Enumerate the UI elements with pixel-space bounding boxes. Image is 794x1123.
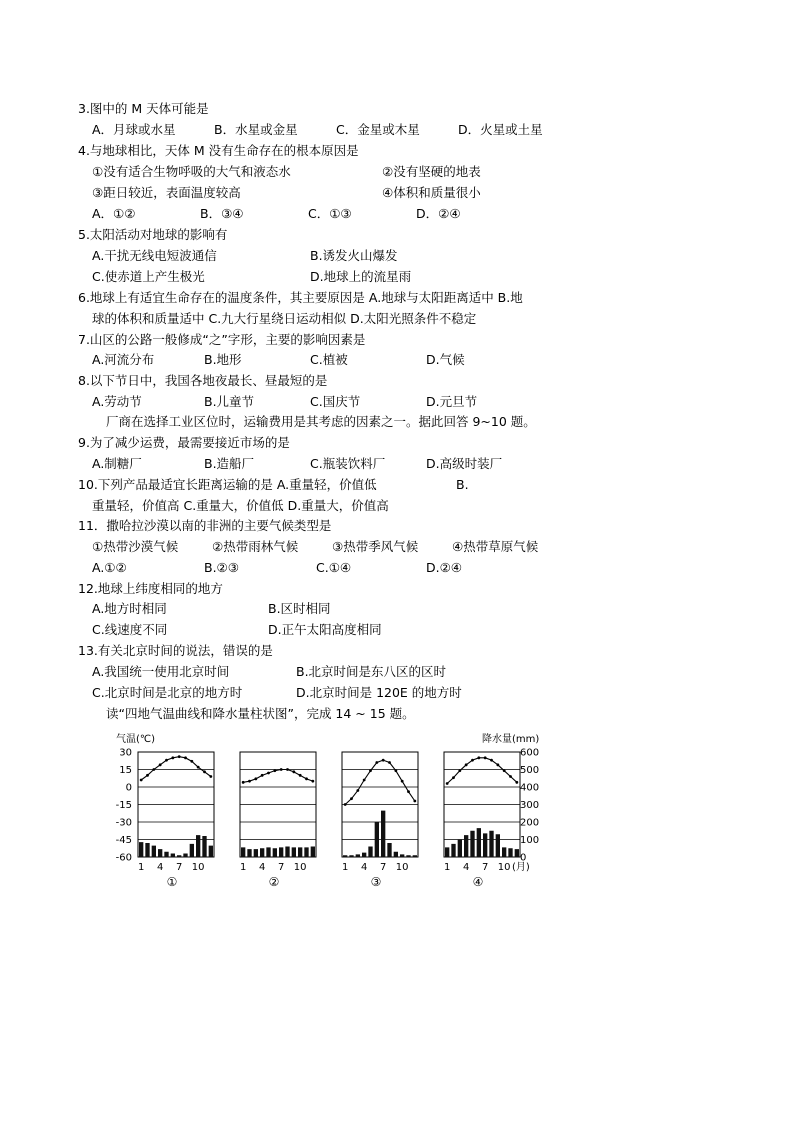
precip-bar (406, 855, 410, 857)
climate-panel (138, 752, 214, 889)
q3-option-c: C．金星或木星 (336, 122, 420, 137)
month-tick-label: 7 (379, 862, 387, 873)
precip-bar (458, 840, 462, 858)
q13-option-d: D.北京时间是 120E 的地方时 (296, 685, 462, 700)
question-6-line1: 6.地球上有适宜生命存在的温度条件，其主要原因是 A.地球与太阳距离适中 B.地 (78, 290, 523, 305)
q8-option-a: A.劳动节 (92, 394, 142, 409)
precip-bar (413, 855, 417, 857)
question-10-line1: 10.下列产品最适宜长距离运输的是 A.重量轻，价值低 (78, 477, 377, 492)
q3-option-a: A．月球或水星 (92, 122, 176, 137)
temp-point (305, 777, 308, 780)
precip-bar (368, 847, 372, 858)
precip-bar (190, 844, 194, 857)
precip-bar (171, 854, 175, 858)
q11-option-a: A.①② (92, 560, 127, 575)
precip-bar (445, 847, 449, 857)
precip-bar (343, 855, 347, 857)
temp-point (496, 763, 499, 766)
precip-bar (209, 846, 213, 857)
temp-point (407, 790, 410, 793)
q11-option-b: B.②③ (204, 560, 239, 575)
temp-point (165, 759, 168, 762)
temp-point (140, 779, 143, 782)
temp-point (248, 780, 251, 783)
question-6-line2: 球的体积和质量适中 C.九大行星绕日运动相似 D.太阳光照条件不稳定 (92, 311, 477, 326)
temp-tick-labels (116, 748, 132, 864)
climate-panel (240, 752, 316, 889)
temp-point (159, 763, 162, 766)
temp-point (471, 759, 474, 762)
q4-option-d: D．②④ (416, 206, 461, 221)
question-10-line2: 重量轻，价值高 C.重量大，价值低 D.重量大，价值高 (92, 498, 389, 513)
q8-option-b: B.儿童节 (204, 394, 255, 409)
precip-bar (470, 831, 474, 857)
temp-tick-label: -15 (115, 800, 132, 811)
precip-tick-label: 400 (520, 782, 540, 794)
month-tick-label: 10 (497, 862, 511, 873)
temp-point (484, 756, 487, 759)
climate-panel (342, 752, 418, 889)
question-7-stem: 7.山区的公路一般修成“之”字形，主要的影响因素是 (78, 332, 366, 347)
temp-point (178, 755, 181, 758)
precip-bar (400, 854, 404, 857)
temp-point (369, 769, 372, 772)
q9-option-b: B.造船厂 (204, 456, 255, 471)
month-tick-label: 4 (156, 862, 164, 873)
temp-axis-label: 气温(℃) (116, 734, 156, 745)
precip-bar (489, 831, 493, 857)
precip-tick-label: 300 (520, 800, 540, 811)
precip-bar (177, 855, 181, 857)
month-tick-label: 1 (341, 862, 349, 873)
q4-statement-3: ③距日较近，表面温度较高 (92, 185, 241, 200)
precip-bar (298, 847, 302, 857)
question-12-stem: 12.地球上纬度相同的地方 (78, 581, 223, 596)
q13-option-b: B.北京时间是东八区的区时 (296, 664, 447, 679)
temp-point (261, 774, 264, 777)
temp-tick-label: -45 (115, 835, 132, 846)
precip-bar (285, 847, 289, 858)
climate-panel (444, 752, 520, 889)
question-5-stem: 5.太阳活动对地球的影响有 (78, 227, 228, 242)
temp-point (394, 769, 397, 772)
temp-point (452, 776, 455, 779)
precip-bar (145, 843, 149, 857)
temp-point (254, 777, 257, 780)
precip-bar (515, 849, 519, 857)
temp-point (273, 769, 276, 772)
temp-point (363, 779, 366, 782)
month-tick-label: 4 (258, 862, 266, 873)
question-11-stem: 11．撒哈拉沙漠以南的非洲的主要气候类型是 (78, 518, 332, 533)
temp-point (477, 756, 480, 759)
q13-option-a: A.我国统一使用北京时间 (92, 664, 230, 679)
q4-statement-1: ①没有适合生物呼吸的大气和液态水 (92, 164, 291, 179)
precip-bar (273, 848, 277, 857)
precip-bar (508, 848, 512, 857)
panel-label: ② (268, 875, 280, 889)
temp-point (197, 766, 200, 769)
temp-point (388, 761, 391, 764)
temp-point (146, 774, 149, 777)
temp-point (350, 797, 353, 800)
temp-point (413, 800, 416, 803)
precip-bar (304, 847, 308, 857)
precip-tick-label: 0 (520, 852, 527, 864)
precip-bar (477, 828, 481, 857)
precip-bar (496, 834, 500, 857)
temp-point (299, 774, 302, 777)
precip-bar (247, 849, 251, 857)
question-13-stem: 13.有关北京时间的说法，错误的是 (78, 643, 273, 658)
temp-point (152, 768, 155, 771)
precip-bar (254, 849, 258, 857)
climate-chart (110, 726, 550, 892)
temp-curve (243, 770, 313, 783)
temp-point (490, 759, 493, 762)
temp-point (344, 803, 347, 806)
precip-tick-label: 600 (520, 747, 540, 759)
temp-point (286, 768, 289, 771)
month-unit-label: (月) (512, 862, 530, 873)
temp-point (280, 768, 283, 771)
precip-tick-labels (520, 748, 539, 864)
precip-bar (394, 852, 398, 857)
month-tick-label: 1 (137, 862, 145, 873)
panel-label: ③ (370, 875, 382, 889)
temp-point (292, 770, 295, 773)
month-tick-label: 7 (175, 862, 183, 873)
q7-option-a: A.河流分布 (92, 352, 155, 367)
q9-option-d: D.高级时装厂 (426, 456, 503, 471)
q5-option-d: D.地球上的流星雨 (310, 269, 412, 284)
temp-point (458, 769, 461, 772)
panel-label: ① (166, 875, 178, 889)
month-tick-label: 10 (191, 862, 205, 873)
precip-bar (158, 849, 162, 857)
temp-point (242, 781, 245, 784)
temp-point (503, 769, 506, 772)
q4-option-b: B．③④ (200, 206, 244, 221)
month-tick-label: 10 (293, 862, 307, 873)
month-tick-label: 1 (443, 862, 451, 873)
precip-bar (381, 811, 385, 857)
precip-bar (311, 847, 315, 858)
precip-bar (164, 852, 168, 857)
precip-bar (241, 847, 245, 857)
precip-bar (292, 847, 296, 857)
temp-curve (345, 760, 415, 804)
q3-option-b: B．水星或金星 (214, 122, 298, 137)
temp-tick-label: 15 (119, 765, 132, 776)
q8-option-d: D.元旦节 (426, 394, 478, 409)
precip-bar (362, 853, 366, 857)
month-tick-label: 7 (481, 862, 489, 873)
temp-point (267, 772, 270, 775)
temp-point (171, 756, 174, 759)
q11-option-d: D.②④ (426, 560, 463, 575)
precip-bar (202, 836, 206, 857)
precip-bar (502, 847, 506, 857)
precip-axis-label: 降水量(mm) (482, 734, 540, 745)
precip-bar (196, 835, 200, 857)
month-tick-label: 7 (277, 862, 285, 873)
precip-bar (279, 847, 283, 857)
temp-point (465, 763, 468, 766)
question-10-line1-b: B. (456, 477, 469, 492)
precip-bar (387, 843, 391, 857)
q9-option-c: C.瓶装饮料厂 (310, 456, 386, 471)
temp-point (375, 761, 378, 764)
temp-point (446, 782, 449, 785)
q4-statement-4: ④体积和质量很小 (382, 185, 481, 200)
q11-option-c: C.①④ (316, 560, 352, 575)
temp-tick-label: 0 (125, 782, 132, 794)
temp-point (356, 789, 359, 792)
chart-panels (138, 752, 520, 889)
month-tick-label: 4 (360, 862, 368, 873)
precip-bar (375, 822, 379, 857)
q4-statement-2: ②没有坚硬的地表 (382, 164, 481, 179)
month-tick-label: 1 (239, 862, 247, 873)
q5-option-a: A.干扰无线电短波通信 (92, 248, 217, 263)
precip-tick-label: 100 (520, 835, 540, 846)
precip-bar (183, 854, 187, 858)
temp-point (382, 759, 385, 762)
q8-option-c: C.国庆节 (310, 394, 361, 409)
temp-point (401, 780, 404, 783)
temp-point (209, 775, 212, 778)
q4-option-c: C．①③ (308, 206, 352, 221)
q4-option-a: A．①② (92, 206, 136, 221)
q11-statement-3: ③热带季风气候 (332, 539, 419, 554)
q13-option-c: C.北京时间是北京的地方时 (92, 685, 243, 700)
temp-point (311, 780, 314, 783)
precip-bar (356, 854, 360, 857)
q5-option-b: B.诱发火山爆发 (310, 248, 398, 263)
q12-option-c: C.线速度不同 (92, 622, 168, 637)
q11-statement-2: ②热带雨林气候 (212, 539, 299, 554)
precip-bar (152, 846, 156, 857)
precip-bar (139, 842, 143, 857)
question-3-stem: 3.图中的 M 天体可能是 (78, 101, 209, 116)
q12-option-d: D.正午太阳高度相同 (268, 622, 382, 637)
temp-tick-label: -60 (115, 852, 132, 864)
q7-option-b: B.地形 (204, 352, 242, 367)
temp-tick-label: 30 (119, 747, 132, 759)
question-4-stem: 4.与地球相比，天体 M 没有生命存在的根本原因是 (78, 143, 359, 158)
precip-tick-label: 500 (520, 765, 540, 776)
precip-bar (451, 844, 455, 857)
q11-statement-1: ①热带沙漠气候 (92, 539, 179, 554)
month-tick-label: 10 (395, 862, 409, 873)
temp-point (203, 770, 206, 773)
temp-tick-label: -30 (115, 817, 132, 829)
precip-bar (260, 848, 264, 857)
q5-option-c: C.使赤道上产生极光 (92, 269, 205, 284)
q12-option-b: B.区时相同 (268, 601, 331, 616)
q11-statement-4: ④热带草原气候 (452, 539, 539, 554)
precip-bar (266, 847, 270, 857)
temp-point (184, 756, 187, 759)
question-8-stem: 8.以下节日中，我国各地夜最长、昼最短的是 (78, 373, 328, 388)
intro-questions-14-15: 读“四地气温曲线和降水量柱状图”，完成 14 ~ 15 题。 (106, 706, 415, 721)
q9-option-a: A.制糖厂 (92, 456, 142, 471)
intro-questions-9-10: 厂商在选择工业区位时，运输费用是其考虑的因素之一。据此回答 9~10 题。 (106, 414, 536, 429)
temp-point (515, 781, 518, 784)
precip-bar (349, 855, 353, 857)
q3-option-d: D．火星或土星 (458, 122, 543, 137)
q12-option-a: A.地方时相同 (92, 601, 167, 616)
temp-curve (447, 758, 517, 784)
precip-bar (464, 835, 468, 857)
temp-point (190, 760, 193, 763)
panel-label: ④ (472, 875, 484, 889)
q7-option-d: D.气候 (426, 352, 465, 367)
precip-tick-label: 200 (520, 817, 540, 829)
temp-point (509, 775, 512, 778)
q7-option-c: C.植被 (310, 352, 348, 367)
temp-curve (141, 757, 211, 780)
precip-bar (483, 833, 487, 857)
month-tick-label: 4 (462, 862, 470, 873)
question-9-stem: 9.为了减少运费，最需要接近市场的是 (78, 435, 290, 450)
